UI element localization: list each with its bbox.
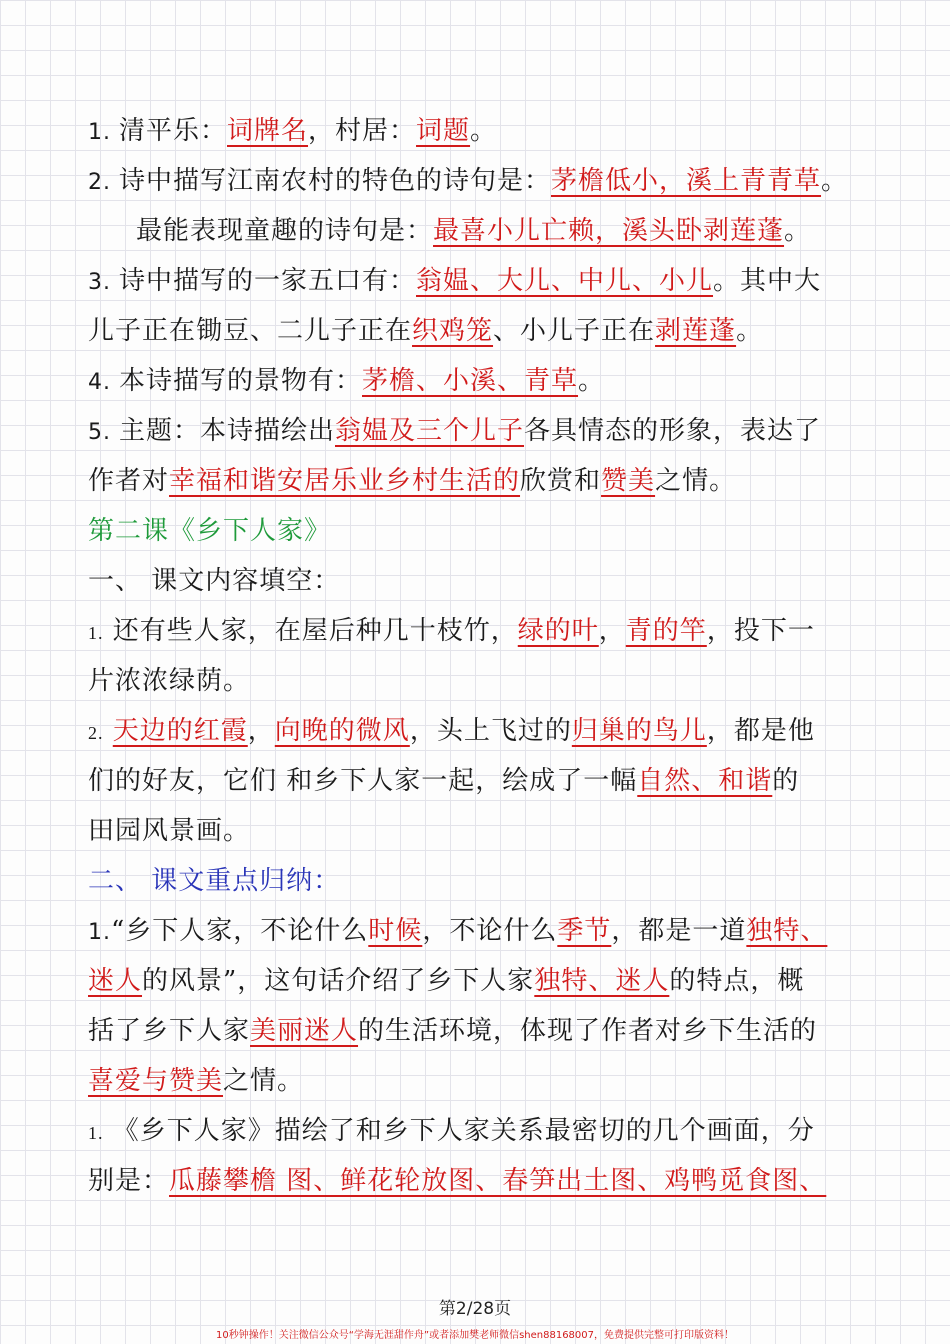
text: 清平乐： (118, 116, 227, 146)
lesson-title (88, 506, 868, 556)
answer: 幸福和谐安居乐业乡村生活的 (169, 466, 521, 496)
text: 。 (821, 166, 849, 196)
text: 。 (784, 216, 812, 246)
text: “乡下人家，不论什么 (111, 916, 369, 946)
text: 还有些人家，在屋后种几十枝竹， (103, 616, 518, 646)
line-14 (88, 756, 868, 806)
answer: 茅檐低小，溪上青青草 (551, 166, 822, 196)
item-number: 5. (88, 420, 119, 445)
text: 的生活环境，体现了作者对乡下生活的 (358, 1016, 818, 1046)
line-12 (88, 656, 868, 706)
text: 最能表现童趣的诗句是： (136, 216, 434, 246)
line-22 (88, 1156, 868, 1206)
text: ，村居： (308, 116, 417, 146)
line-7 (88, 406, 868, 456)
answer: 归巢的鸟儿 (571, 716, 707, 746)
text: 诗中描写江南农村的特色的诗句是： (118, 166, 551, 196)
answer: 翁媪及三个儿子 (335, 416, 525, 446)
text: 田园风景画。 (88, 816, 251, 846)
text: 。 (736, 316, 764, 346)
text: 们的好友，它们 和乡下人家一起，绘成了一幅 (88, 766, 638, 796)
answer: 词题 (416, 116, 471, 146)
item-number: 1. (88, 1123, 104, 1143)
text: 作者对 (88, 466, 170, 496)
line-4 (88, 256, 868, 306)
answer: 翁媪、大儿、中儿、小儿 (416, 266, 714, 296)
text: ，都是他 (706, 716, 815, 746)
text: 欣赏和 (520, 466, 602, 496)
line-21 (88, 1106, 868, 1156)
line-6 (88, 356, 868, 406)
text: 别是： (88, 1166, 170, 1196)
heading: 第二课《乡下人家》 (88, 516, 332, 546)
text: ，不论什么 (422, 916, 558, 946)
text: 之情。 (655, 466, 737, 496)
text: ，投下一 (706, 616, 815, 646)
answer: 青的竿 (625, 616, 707, 646)
line-1 (88, 106, 868, 156)
item-number: 1. (88, 120, 119, 145)
page-number: 第2/28页 (438, 1299, 512, 1319)
text (104, 716, 113, 746)
answer: 向晚的微风 (274, 716, 410, 746)
answer: 喜爱与赞美 (88, 1066, 224, 1096)
item-number: 2. (88, 170, 119, 195)
text: 片浓浓绿荫。 (88, 666, 251, 696)
worksheet-content (88, 106, 868, 1206)
answer: 剥莲蓬 (655, 316, 737, 346)
text: ，头上飞过的 (409, 716, 572, 746)
text: 的特点，概 (669, 966, 805, 996)
answer: 瓜藤攀檐 图、鲜花轮放图、春笋出土图、鸡鸭觅食图、 (169, 1166, 827, 1196)
text: 。其中大 (713, 266, 822, 296)
text: 诗中描写的一家五口有： (118, 266, 416, 296)
heading: 二、 课文重点归纳： (88, 866, 341, 896)
text: 儿子正在锄豆、二儿子正在 (88, 316, 413, 346)
text: 之情。 (223, 1066, 305, 1096)
answer: 织鸡笼 (412, 316, 494, 346)
answer: 最喜小儿亡赖，溪头卧剥莲蓬 (433, 216, 785, 246)
section-heading-1 (88, 556, 868, 606)
line-15 (88, 806, 868, 856)
answer: 独特、迷人 (534, 966, 670, 996)
section-heading-2 (88, 856, 868, 906)
item-number: 3. (88, 270, 119, 295)
text: 。 (470, 116, 498, 146)
heading: 一、 课文内容填空： (88, 566, 341, 596)
item-number: 1. (88, 920, 111, 945)
answer: 自然、和谐 (637, 766, 773, 796)
item-number: 4. (88, 370, 119, 395)
line-17 (88, 906, 868, 956)
line-8 (88, 456, 868, 506)
answer: 美丽迷人 (250, 1016, 359, 1046)
footer-notice: 10秒钟操作！关注微信公众号“学海无涯甜作舟”或者添加樊老师微信shen88168007，免费提供完整可打印版资料！ (215, 1330, 735, 1341)
line-13 (88, 706, 868, 756)
answer: 赞美 (601, 466, 656, 496)
text: 的 (772, 766, 800, 796)
line-20 (88, 1056, 868, 1106)
answer: 词牌名 (227, 116, 309, 146)
text: 、小儿子正在 (493, 316, 656, 346)
line-3 (88, 206, 868, 256)
answer: 天边的红霞 (112, 716, 248, 746)
text: 的风景”，这句话介绍了乡下人家 (142, 966, 535, 996)
answer: 时候 (368, 916, 423, 946)
answer: 季节 (557, 916, 612, 946)
item-number: 2. (88, 723, 104, 743)
answer: 茅檐、小溪、青草 (362, 366, 579, 396)
text: 本诗描写的景物有： (118, 366, 362, 396)
text: 各具情态的形象，表达了 (524, 416, 822, 446)
text: ， (598, 616, 626, 646)
text: ， (247, 716, 275, 746)
text: 括了乡下人家 (88, 1016, 251, 1046)
text: 《乡下人家》描绘了和乡下人家关系最密切的几个画面，分 (103, 1116, 815, 1146)
text: 。 (578, 366, 606, 396)
line-18 (88, 956, 868, 1006)
item-number: 1. (88, 623, 104, 643)
text: ，都是一道 (611, 916, 747, 946)
answer: 绿的叶 (517, 616, 599, 646)
line-19 (88, 1006, 868, 1056)
answer: 独特、 (746, 916, 828, 946)
answer: 迷人 (88, 966, 143, 996)
line-2 (88, 156, 868, 206)
line-5 (88, 306, 868, 356)
line-11 (88, 606, 868, 656)
text: 主题：本诗描绘出 (118, 416, 335, 446)
